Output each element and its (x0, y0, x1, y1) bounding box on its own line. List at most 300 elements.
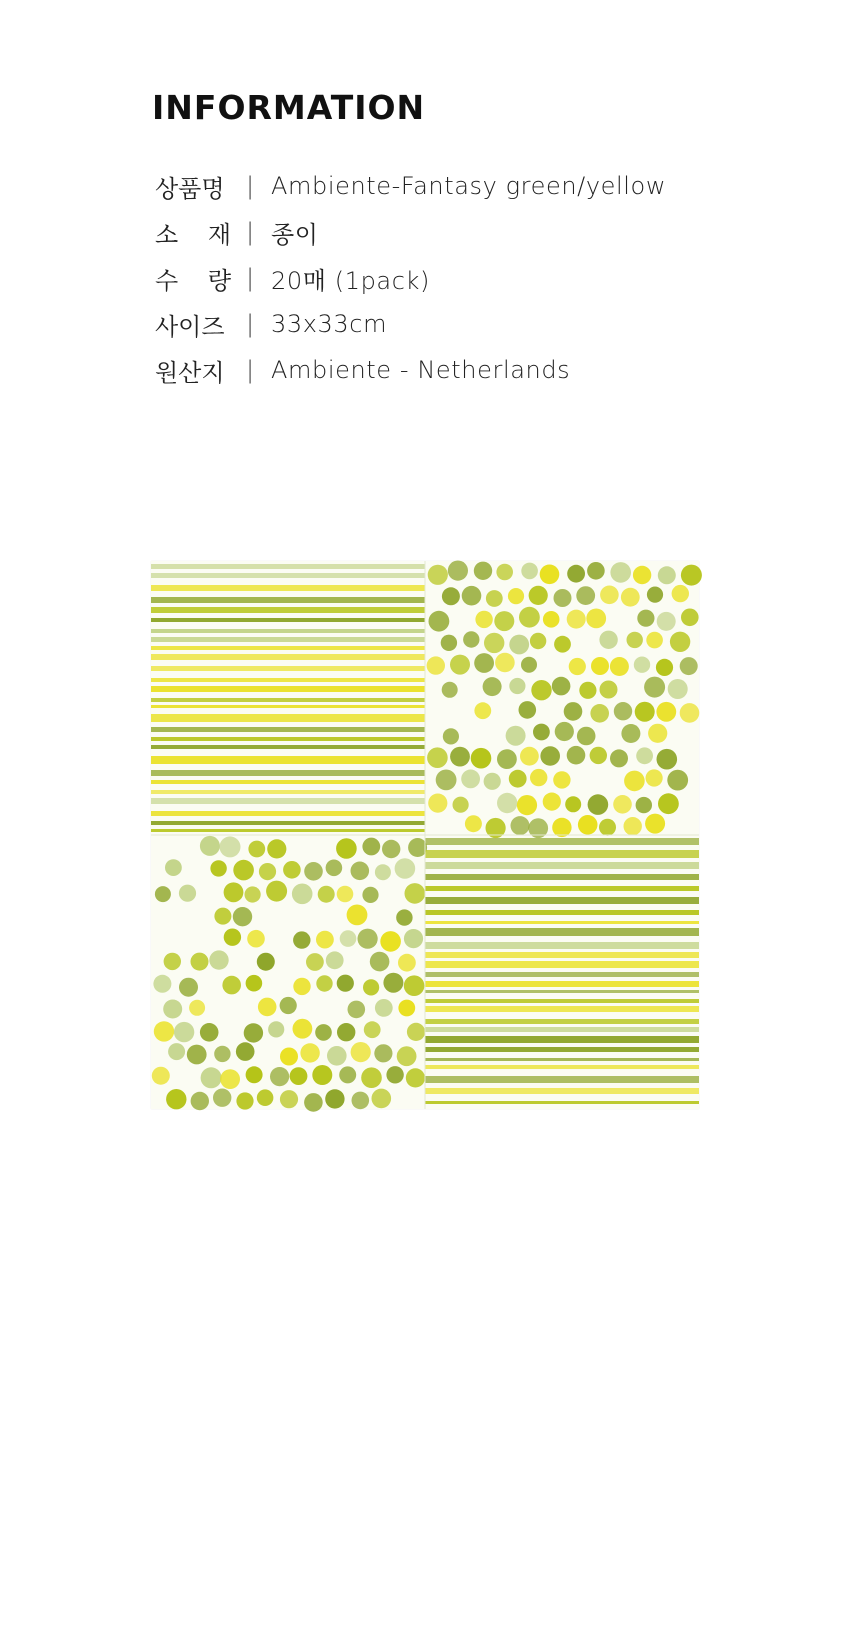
info-row-size (155, 301, 666, 347)
info-label-text: 상품명 (155, 174, 225, 203)
dot (428, 794, 447, 813)
dot (565, 796, 581, 812)
dot (224, 882, 244, 902)
dot (471, 748, 492, 769)
info-label-text: 원산지 (155, 358, 225, 387)
dot (210, 860, 226, 876)
dot (404, 975, 425, 996)
dot (634, 657, 650, 673)
stripe (151, 666, 425, 671)
info-label-text: 수 (155, 266, 179, 295)
dot (300, 1043, 319, 1062)
dot (339, 1066, 356, 1083)
info-row-material (155, 209, 666, 255)
dot (509, 770, 527, 788)
dot (519, 701, 537, 719)
info-label (155, 169, 231, 204)
dot (442, 682, 458, 698)
stripe (151, 585, 425, 591)
info-value: 33x33cm (271, 310, 388, 338)
stripe (151, 629, 425, 633)
info-value: Ambiente-Fantasy green/yellow (271, 172, 667, 200)
dot (552, 818, 571, 837)
dot (362, 887, 378, 903)
dot (312, 1065, 332, 1085)
dot (680, 657, 698, 675)
dot (610, 749, 628, 767)
dot (633, 566, 651, 584)
dot (364, 1021, 381, 1038)
dot (427, 747, 448, 768)
stripe (151, 811, 425, 816)
stripe (151, 705, 425, 708)
info-value: Ambiente - Netherlands (271, 356, 571, 384)
info-label-text: 재 (207, 220, 231, 249)
stripe (425, 1088, 699, 1094)
dot (636, 747, 653, 764)
dot (220, 836, 241, 857)
dot (340, 930, 357, 947)
dot (496, 564, 513, 581)
stripe (425, 1076, 699, 1083)
dot (636, 797, 652, 813)
dot (336, 838, 357, 859)
dot (246, 975, 263, 992)
dot (152, 1067, 170, 1085)
dot (220, 1069, 240, 1089)
dot (590, 747, 607, 764)
separator: | (245, 310, 255, 338)
stripe (151, 686, 425, 692)
dot (293, 931, 310, 948)
dot (407, 1023, 425, 1041)
stripe (151, 821, 425, 825)
dot (599, 631, 617, 649)
dot (509, 635, 529, 655)
dot (646, 632, 663, 649)
dot (635, 702, 655, 722)
dot (358, 929, 378, 949)
info-label (155, 261, 231, 296)
dot (647, 587, 663, 603)
dot (554, 636, 571, 653)
info-label (155, 307, 231, 342)
stripe (425, 928, 699, 936)
dot (520, 747, 539, 766)
dot (154, 1021, 174, 1041)
dot (326, 860, 343, 877)
dot (680, 703, 700, 723)
dot (405, 883, 426, 904)
separator: | (245, 218, 255, 246)
dot (396, 909, 412, 925)
dot (484, 633, 504, 653)
dot (318, 886, 335, 903)
dot (443, 728, 459, 744)
dot (442, 587, 460, 605)
dot (351, 862, 370, 881)
dot (656, 702, 676, 722)
dot (428, 565, 448, 585)
dot (337, 1023, 355, 1041)
dot (569, 658, 586, 675)
dot (553, 771, 570, 788)
dot (395, 858, 416, 879)
dot (483, 677, 502, 696)
dot (621, 724, 640, 743)
dot (509, 678, 525, 694)
dot (429, 611, 450, 632)
product-image-napkin (151, 561, 821, 1635)
dot (463, 631, 479, 647)
dot (224, 929, 241, 946)
dot (292, 884, 313, 905)
dot (486, 590, 503, 607)
stripe (425, 897, 699, 904)
dot (222, 976, 241, 995)
stripe (425, 1006, 699, 1012)
dot (474, 653, 494, 673)
dot (213, 1089, 231, 1107)
dot (246, 1066, 263, 1083)
dot (375, 864, 391, 880)
dot (521, 563, 538, 580)
dot (543, 611, 560, 628)
stripe (151, 727, 425, 732)
stripe (151, 654, 425, 660)
dot (380, 931, 401, 952)
info-label-text: 소 (155, 220, 179, 249)
dot (316, 931, 334, 949)
dot (293, 1019, 313, 1039)
dot (267, 839, 286, 858)
dot (610, 657, 629, 676)
dot (270, 1067, 289, 1086)
dot (214, 908, 231, 925)
stripe (151, 780, 425, 784)
stripe (151, 770, 425, 776)
dot (214, 1046, 230, 1062)
dot (191, 953, 209, 971)
dot (554, 589, 572, 607)
stripe (151, 597, 425, 603)
dot (540, 746, 560, 766)
dot (283, 861, 301, 879)
dot (465, 815, 482, 832)
dot (567, 610, 586, 629)
dot (163, 1000, 182, 1019)
dot (257, 953, 275, 971)
dot (304, 1093, 323, 1112)
dot (166, 1089, 186, 1109)
dot (165, 859, 182, 876)
dot (236, 1092, 253, 1109)
dot (521, 657, 537, 673)
dot (347, 905, 368, 926)
dot (530, 633, 546, 649)
dot (450, 747, 470, 767)
dot (567, 565, 585, 583)
stripe (151, 737, 425, 741)
stripe (151, 646, 425, 650)
stripe (151, 607, 425, 613)
dot (337, 975, 354, 992)
dot (280, 1090, 298, 1108)
dot (209, 950, 228, 969)
dot (624, 817, 642, 835)
stripe (425, 1065, 699, 1069)
dot (164, 953, 181, 970)
dot (508, 588, 524, 604)
dot (351, 1042, 371, 1062)
dot (304, 862, 323, 881)
dot (168, 1043, 185, 1060)
dot (361, 1067, 382, 1088)
separator: | (245, 356, 255, 384)
dot (462, 586, 482, 606)
info-value: 종이 (271, 220, 319, 249)
dot (577, 727, 596, 746)
stripe (425, 1058, 699, 1061)
stripe (425, 999, 699, 1003)
dot (362, 838, 380, 856)
dot (672, 585, 689, 602)
dot (348, 1001, 366, 1019)
stripe (425, 862, 699, 869)
stripe (151, 678, 425, 682)
dot (233, 907, 252, 926)
dot (352, 1092, 370, 1110)
dot (247, 930, 265, 948)
dot (450, 655, 470, 675)
dot (519, 607, 540, 628)
dot (397, 1046, 417, 1066)
dot (315, 1024, 332, 1041)
dot (370, 952, 390, 972)
dot (681, 609, 699, 627)
dot (326, 951, 344, 969)
dot (266, 881, 287, 902)
dot (564, 702, 583, 721)
dot (657, 612, 676, 631)
dot (187, 1045, 207, 1065)
dot (579, 682, 596, 699)
dot (658, 566, 676, 584)
dot (290, 1067, 308, 1085)
dot (259, 863, 276, 880)
dot (363, 979, 379, 995)
separator: | (245, 172, 255, 200)
dot (386, 1066, 403, 1083)
dot (179, 885, 196, 902)
info-label (155, 215, 231, 250)
stripe (425, 942, 699, 949)
dot (670, 632, 690, 652)
dot (497, 793, 517, 813)
dot (474, 562, 492, 580)
dot (543, 793, 561, 811)
dot (404, 929, 423, 948)
dot (244, 1023, 263, 1042)
dot (494, 611, 514, 631)
dot (408, 838, 427, 857)
dot (667, 770, 688, 791)
stripe (151, 573, 425, 578)
stripe (425, 990, 699, 993)
stripe (425, 1019, 699, 1024)
dot (511, 816, 530, 835)
stripe (425, 874, 699, 880)
dot (600, 681, 618, 699)
stripe (425, 850, 699, 858)
dot (637, 610, 654, 627)
dot (268, 1021, 284, 1037)
info-label (155, 353, 231, 388)
dot (578, 815, 598, 835)
info-label-text: 량 (207, 266, 231, 295)
dot (436, 770, 457, 791)
dot (155, 886, 171, 902)
dot (506, 726, 526, 746)
stripe (425, 972, 699, 977)
dot (646, 769, 663, 786)
dot (613, 795, 632, 814)
stripe (151, 637, 425, 642)
dot (576, 586, 595, 605)
product-info-list (155, 163, 666, 393)
stripe (151, 618, 425, 622)
dot (245, 886, 261, 902)
dot (599, 819, 616, 836)
dot (657, 749, 678, 770)
dot (461, 770, 480, 789)
watermark: LULUFINGER (699, 1618, 821, 1635)
dot (567, 746, 586, 765)
dot (555, 722, 574, 741)
dot (337, 886, 354, 903)
napkin-pattern (151, 561, 699, 1109)
dot (658, 793, 679, 814)
dot (174, 1022, 194, 1042)
dot (624, 771, 645, 792)
dot (621, 588, 640, 607)
dot (587, 562, 605, 580)
dot (427, 656, 445, 674)
dot (681, 565, 702, 586)
dot (179, 978, 198, 997)
dot (530, 769, 547, 786)
dot (588, 794, 609, 815)
dot (306, 953, 324, 971)
dot (406, 1068, 425, 1087)
dot (191, 1092, 209, 1110)
dot (236, 1042, 255, 1061)
dot (233, 860, 254, 881)
dot (248, 841, 265, 858)
dot (552, 677, 571, 696)
dot (474, 702, 491, 719)
dot (645, 814, 665, 834)
dot (656, 659, 673, 676)
dot (453, 797, 469, 813)
dot (153, 975, 171, 993)
dot (327, 1046, 347, 1066)
stripe (425, 1027, 699, 1032)
dot (325, 1089, 344, 1108)
stripe (425, 838, 699, 845)
info-label-text: 사이즈 (155, 312, 225, 341)
stripe (151, 698, 425, 702)
dot (280, 997, 297, 1014)
stripe (151, 756, 425, 764)
stripe (151, 798, 425, 804)
dot (644, 677, 665, 698)
dot (441, 635, 457, 651)
page-title: INFORMATION (152, 88, 426, 127)
dot (517, 795, 537, 815)
stripe (425, 921, 699, 924)
dot (189, 1000, 205, 1016)
dot (484, 773, 501, 790)
dot (374, 1044, 392, 1062)
dot (497, 749, 517, 769)
stripe (425, 981, 699, 987)
dot (590, 704, 609, 723)
dot (495, 653, 515, 673)
info-row-product-name (155, 163, 666, 209)
dot (201, 1067, 222, 1088)
separator: | (245, 264, 255, 292)
stripe (425, 1047, 699, 1052)
stripe (425, 1036, 699, 1043)
dot (668, 679, 688, 699)
dot (627, 632, 643, 648)
dot (382, 840, 400, 858)
info-value: 20매 (1pack) (271, 266, 430, 295)
dot (586, 609, 606, 629)
stripe (425, 910, 699, 915)
stripe (151, 714, 425, 722)
dot (293, 978, 310, 995)
dot (448, 561, 468, 581)
dot (200, 836, 220, 856)
dot (398, 1000, 415, 1017)
dot (531, 680, 551, 700)
dot (200, 1023, 219, 1042)
stripe (425, 1101, 699, 1104)
dot (591, 657, 609, 675)
dot (375, 999, 393, 1017)
dot (600, 586, 619, 605)
stripe (151, 829, 425, 832)
dot (383, 973, 403, 993)
dot (614, 702, 632, 720)
dot (398, 954, 416, 972)
dot (533, 724, 550, 741)
stripe (151, 745, 425, 749)
dot (258, 998, 277, 1017)
dot (529, 586, 548, 605)
info-row-quantity (155, 255, 666, 301)
dot (475, 611, 492, 628)
dot (316, 975, 332, 991)
info-row-origin (155, 347, 666, 393)
dot (280, 1048, 298, 1066)
dot (610, 562, 631, 583)
dot (372, 1089, 392, 1109)
stripe (151, 564, 425, 569)
stripe (425, 886, 699, 891)
